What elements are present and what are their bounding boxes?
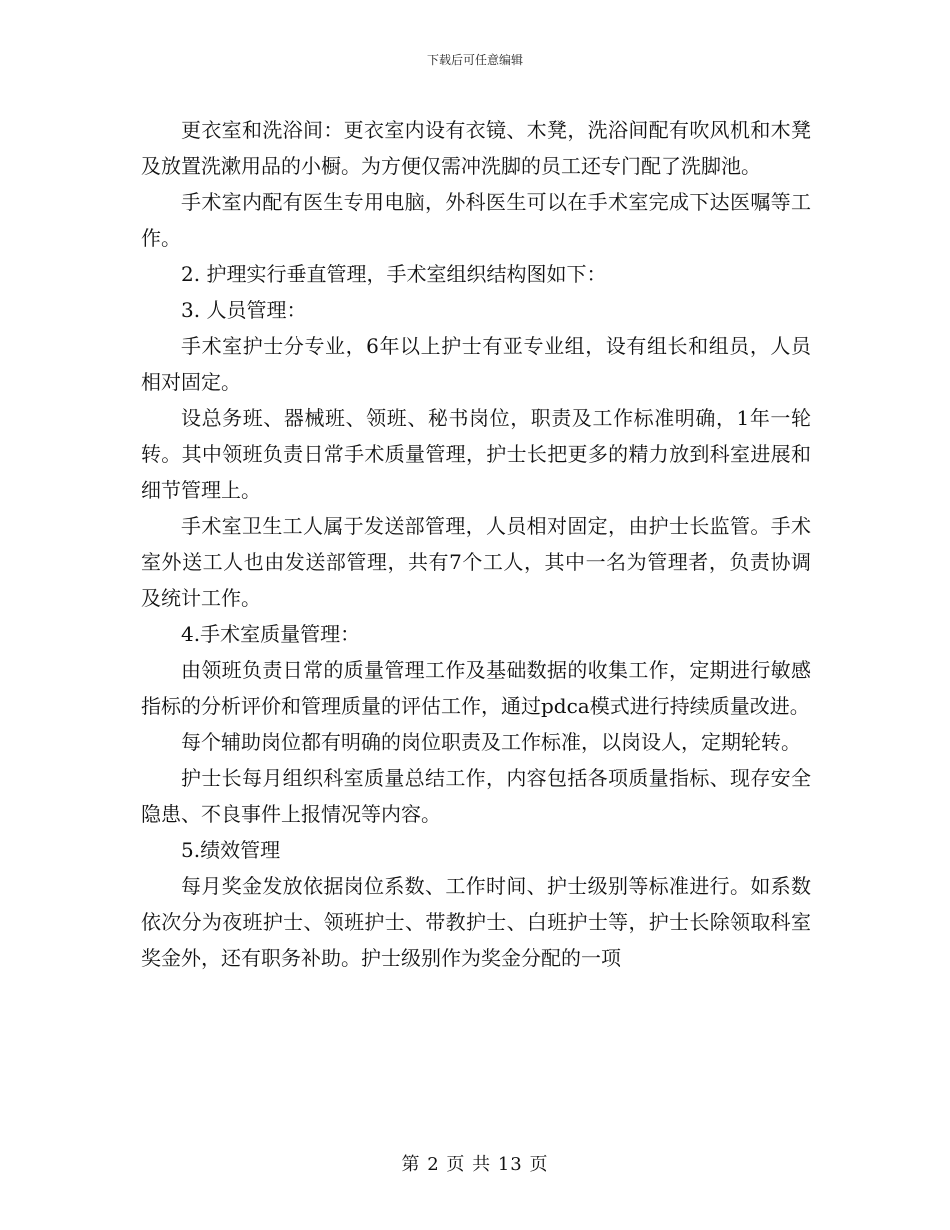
paragraph-monthly-summary: 护士长每月组织科室质量总结工作，内容包括各项质量指标、现存安全隐患、不良事件上报情况等内容。 [141, 766, 811, 826]
paragraph-doctor-computer: 手术室内配有医生专用电脑，外科医生可以在手术室完成下达医嘱等工作。 [141, 190, 811, 250]
page-footer: 第 2 页 共 13 页 [401, 1154, 549, 1175]
paragraph-auxiliary-posts: 每个辅助岗位都有明确的岗位职责及工作标准，以岗设人，定期轮转。 [181, 730, 801, 754]
paragraph-positions: 设总务班、器械班、领班、秘书岗位，职责及工作标准明确，1年一轮转。其中领班负责日常手术质量管理，护士长把更多的精力放到科室进展和细节管理上。 [141, 406, 811, 502]
document-body [141, 112, 811, 976]
paragraph-changing-room: 更衣室和洗浴间：更衣室内设有衣镜、木凳，洗浴间配有吹风机和木凳及放置洗漱用品的小橱。为方便仅需冲洗脚的员工还专门配了洗脚池。 [141, 118, 811, 178]
paragraph-workers: 手术室卫生工人属于发送部管理，人员相对固定，由护士长监管。手术室外送工人也由发送部管理，共有7个工人，其中一名为管理者，负责协调及统计工作。 [141, 514, 811, 610]
paragraph-nurse-specialization: 手术室护士分专业，6年以上护士有亚专业组，设有组长和组员，人员相对固定。 [141, 334, 811, 394]
page-header: 下载后可任意编辑 [426, 53, 523, 67]
section-heading-quality-management: 4.手术室质量管理： [181, 622, 361, 646]
paragraph-quality-data: 由领班负责日常的质量管理工作及基础数据的收集工作，定期进行敏感指标的分析评价和管理质量的评估工作，通过pdca模式进行持续质量改进。 [141, 658, 811, 718]
section-heading-performance-management: 5.绩效管理 [181, 838, 281, 862]
paragraph-bonus: 每月奖金发放依据岗位系数、工作时间、护士级别等标准进行。如系数依次分为夜班护士、领班护士、带教护士、白班护士等，护士长除领取科室奖金外，还有职务补助。护士级别作为奖金分配的一项 [141, 874, 811, 970]
section-heading-personnel-management: 3. 人员管理： [181, 298, 307, 322]
section-heading-nursing-management: 2. 护理实行垂直管理，手术室组织结构图如下： [181, 262, 607, 286]
